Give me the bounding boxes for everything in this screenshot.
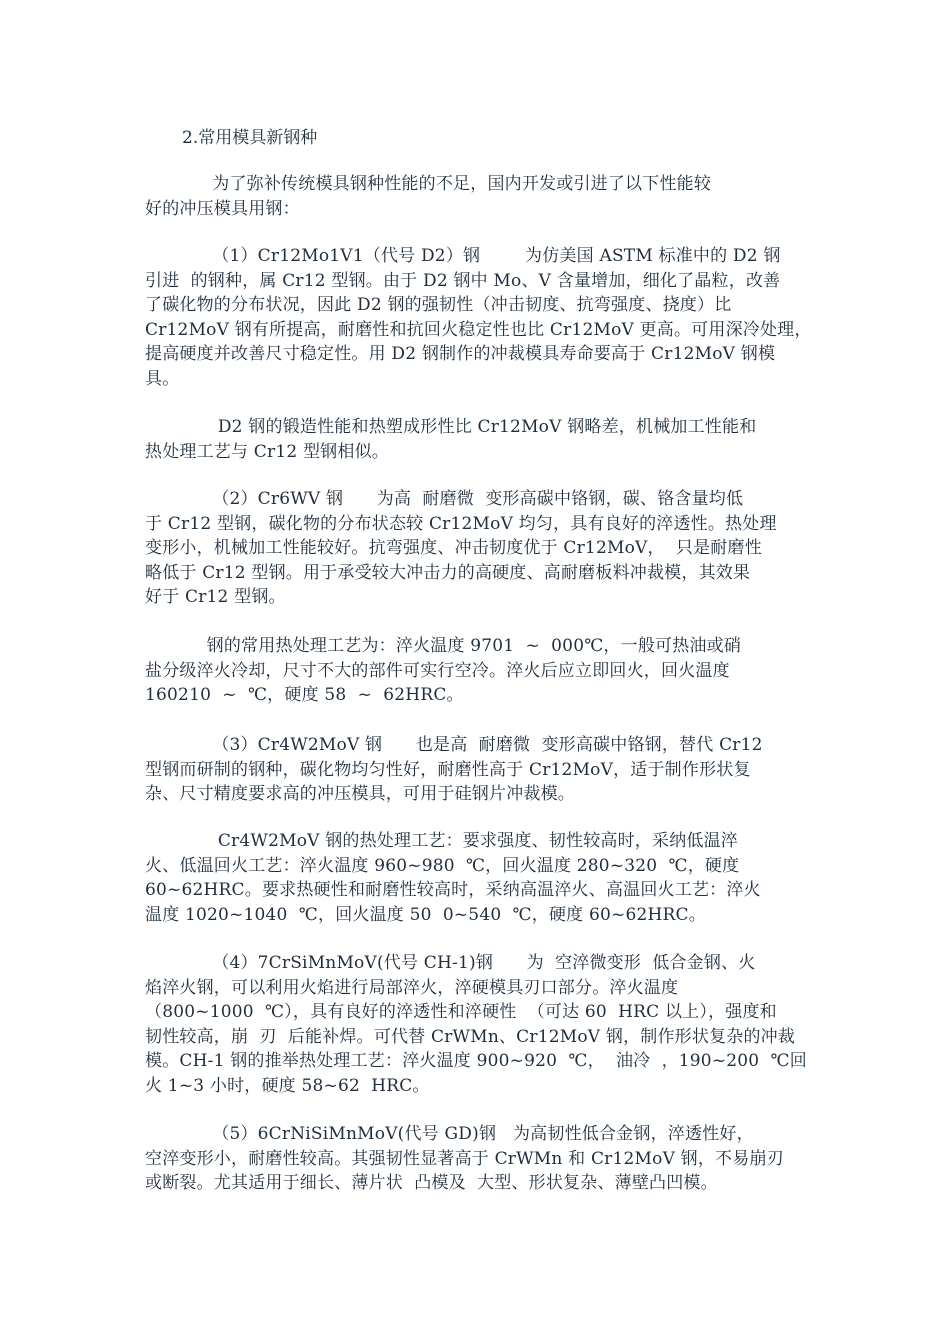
paragraph-d2-processing: [145, 415, 825, 464]
text-line: （800~1000 ℃），具有良好的淬透性和淬硬性 （可达 60 HRC 以上），强度和: [145, 1002, 777, 1022]
text-line: 焰淬火钢，可以利用火焰进行局部淬火，淬硬模具刃口部分。淬火温度: [145, 977, 679, 998]
text-line: 变形小，机械加工性能较好。抗弯强度、冲击韧度优于 Cr12MoV， 只是耐磨性: [145, 538, 762, 558]
text-line: Cr12MoV 钢有所提高，耐磨性和抗回火稳定性也比 Cr12MoV 更高。可用深冷处理，: [145, 319, 812, 340]
text-line: D2 钢的锻造性能和热塑成形性比 Cr12MoV 钢略差，机械加工性能和: [145, 417, 757, 437]
text-line: 好于 Cr12 型钢。: [145, 587, 286, 607]
paragraph-6crnisimnmov-steel: [145, 1122, 825, 1196]
paragraph-cr4w2mov-steel: [145, 733, 825, 807]
paragraph-d2-steel: [145, 244, 825, 391]
text-line: 略低于 Cr12 型钢。用于承受较大冲击力的高硬度、高耐磨板料冲裁模，其效果: [145, 562, 751, 583]
section-heading: 2.常用模具新钢种: [182, 128, 318, 148]
text-line: （2）Cr6WV 钢 为高 耐磨微 变形高碳中铬钢，碳、铬含量均低: [145, 489, 744, 509]
text-line: 于 Cr12 型钢，碳化物的分布状态较 Cr12MoV 均匀，具有良好的淬透性。热处理: [145, 513, 777, 534]
text-line: 钢的常用热处理工艺为：淬火温度 9701 ~ 000℃，一般可热油或硝: [145, 636, 742, 656]
text-line: 韧性较高，崩 刃 后能补焊。可代替 CrWMn、Cr12MoV 钢，制作形状复杂的冲裁: [145, 1026, 796, 1047]
text-line: 热处理工艺与 Cr12 型钢相似。: [145, 441, 389, 462]
text-line: 引进 的钢种，属 Cr12 型钢。由于 D2 钢中 Mo、V 含量增加，细化了晶粒，改善: [145, 270, 781, 291]
text-line: 或断裂。尤其适用于细长、薄片状 凸模及 大型、形状复杂、薄壁凸凹模。: [145, 1173, 718, 1193]
paragraph-7crsimnmov-steel: [145, 951, 825, 1098]
text-line: 具。: [145, 368, 180, 389]
paragraph-cr6wv-steel: [145, 487, 825, 610]
text-line: （1）Cr12Mo1V1（代号 D2）钢 为仿美国 ASTM 标准中的 D2 钢: [145, 246, 781, 266]
text-line: 为了弥补传统模具钢种性能的不足，国内开发或引进了以下性能较: [145, 174, 712, 194]
paragraph-cr6wv-heat-treatment: [145, 634, 825, 708]
text-line: 提高硬度并改善尺寸稳定性。用 D2 钢制作的冲裁模具寿命要高于 Cr12MoV 钢模: [145, 344, 776, 364]
text-line: （5）6CrNiSiMnMoV(代号 GD)钢 为高韧性低合金钢，淬透性好，: [145, 1124, 754, 1144]
text-line: 杂、尺寸精度要求高的冲压模具，可用于硅钢片冲裁模。: [145, 784, 575, 804]
text-line: Cr4W2MoV 钢的热处理工艺：要求强度、韧性较高时，采纳低温淬: [145, 831, 739, 851]
text-line: 空淬变形小，耐磨性较高。其强韧性显著高于 CrWMn 和 Cr12MoV 钢，不易崩刃: [145, 1148, 784, 1169]
text-line: 模。CH-1 钢的推举热处理工艺：淬火温度 900~920 ℃， 油冷 ，190~200 ℃回: [145, 1051, 807, 1071]
text-line: 温度 1020~1040 ℃，回火温度 50 0~540 ℃，硬度 60~62HRC。: [145, 904, 706, 925]
text-line: 160210 ~ ℃，硬度 58 ~ 62HRC。: [145, 685, 464, 705]
text-line: 型钢而研制的钢种，碳化物均匀性好，耐磨性高于 Cr12MoV，适于制作形状复: [145, 759, 751, 780]
text-line: 60~62HRC。要求热硬性和耐磨性较高时，采纳高温淬火、高温回火工艺：淬火: [145, 880, 761, 900]
paragraph-intro: [145, 172, 825, 221]
text-line: 火 1~3 小时，硬度 58~62 HRC。: [145, 1075, 430, 1096]
paragraph-cr4w2mov-heat-treatment: [145, 829, 825, 927]
text-line: 好的冲压模具用钢：: [145, 198, 300, 219]
text-line: 盐分级淬火冷却，尺寸不大的部件可实行空冷。淬火后应立即回火，回火温度: [145, 660, 730, 681]
text-line: 火、低温回火工艺：淬火温度 960~980 ℃，回火温度 280~320 ℃，硬度: [145, 855, 740, 876]
text-line: （4）7CrSiMnMoV(代号 CH-1)钢 为 空淬微变形 低合金钢、火: [145, 953, 756, 973]
text-line: 了碳化物的分布状况，因此 D2 钢的强韧性（冲击韧度、抗弯强度、挠度）比: [145, 295, 732, 315]
text-line: （3）Cr4W2MoV 钢 也是高 耐磨微 变形高碳中铬钢，替代 Cr12: [145, 735, 763, 755]
